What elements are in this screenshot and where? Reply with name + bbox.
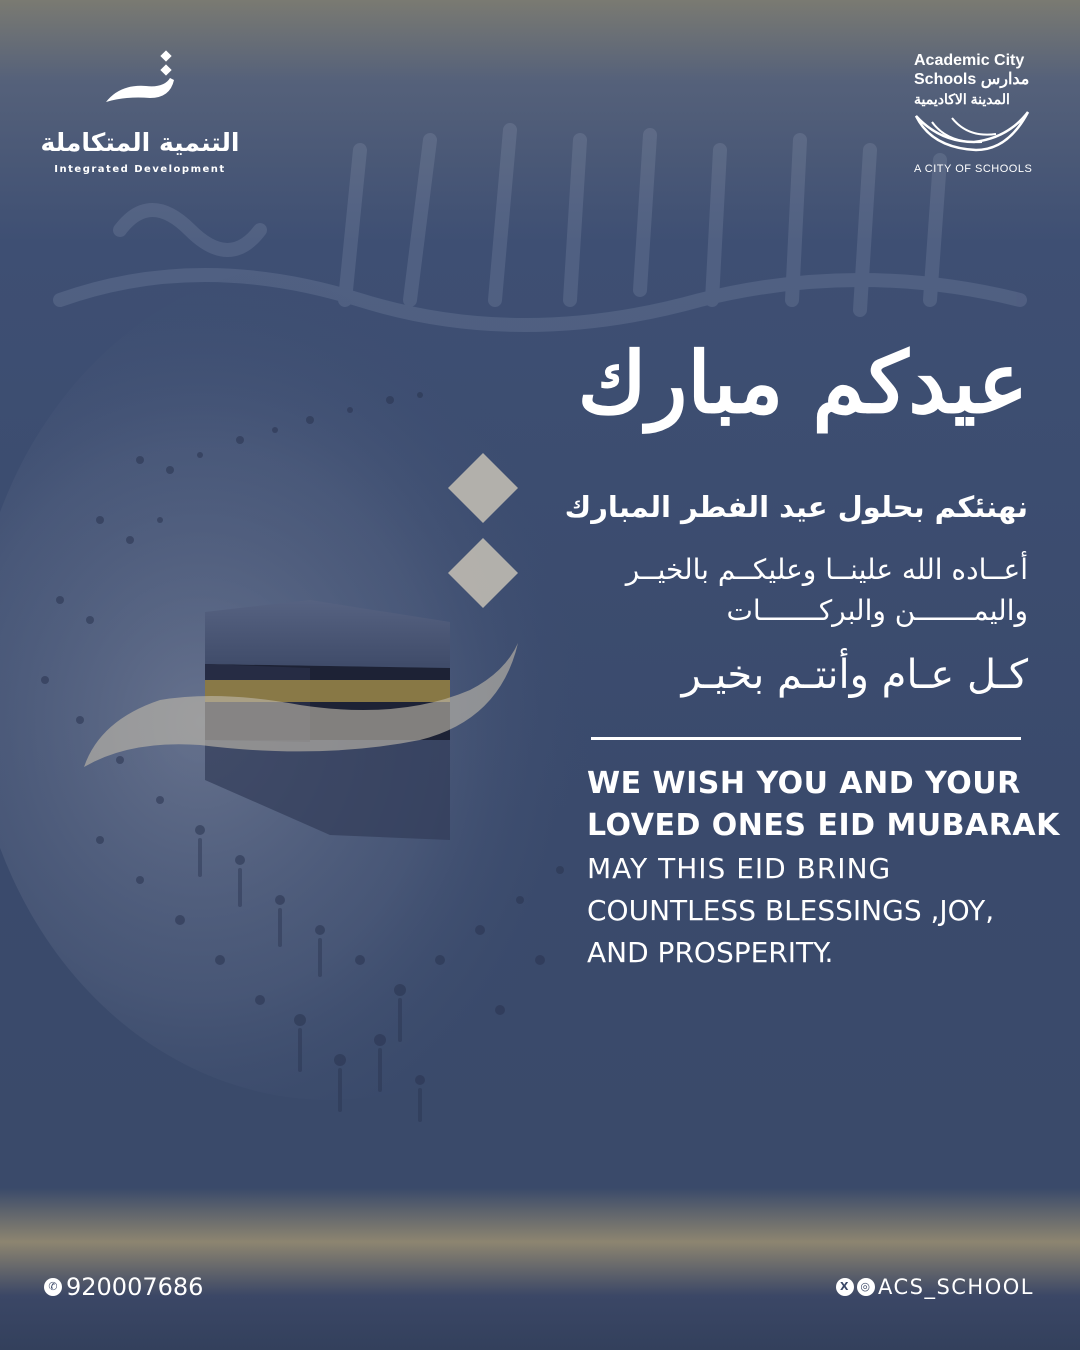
footer-social[interactable] bbox=[836, 1272, 1034, 1302]
english-line2: LOVED ONES EID MUBARAK bbox=[587, 808, 1060, 843]
swoosh-logo-icon bbox=[912, 108, 1032, 158]
right-logo-line1: Academic City bbox=[914, 52, 1025, 69]
greeting-line1-arabic: أعــاده الله علينــا وعليكــم بالخيــر bbox=[625, 553, 1028, 586]
eid-mubarak-calligraphy: عيدكم مبارك bbox=[577, 333, 1028, 432]
english-line3: MAY THIS EID BRING bbox=[587, 852, 892, 885]
footer-phone[interactable] bbox=[44, 1272, 203, 1302]
english-line1: WE WISH YOU AND YOUR bbox=[587, 766, 1021, 801]
instagram-icon[interactable]: ◎ bbox=[857, 1278, 875, 1296]
right-logo-line2: Schools مدارس bbox=[914, 71, 1030, 88]
right-logo-tagline: A CITY OF SCHOOLS bbox=[914, 163, 1033, 175]
english-line4: COUNTLESS BLESSINGS ,JOY, bbox=[587, 894, 995, 927]
integrated-development-logo bbox=[40, 48, 240, 183]
phone-number: 920007686 bbox=[66, 1273, 204, 1301]
greeting-headline-arabic: نهنئكم بحلول عيد الفطر المبارك bbox=[564, 490, 1028, 524]
greeting-line2-arabic: واليمـــــــن والبركـــــــات bbox=[726, 594, 1028, 627]
greeting-line3-arabic: كـل عـام وأنتـم بخيـر bbox=[681, 652, 1028, 698]
left-logo-english-name: Integrated Development bbox=[54, 164, 226, 175]
phone-icon: ✆ bbox=[44, 1278, 62, 1296]
ta-letter-logo-icon bbox=[100, 48, 180, 108]
english-line5: AND PROSPERITY. bbox=[587, 936, 834, 969]
academic-city-schools-logo bbox=[900, 52, 1040, 182]
left-logo-arabic-name: التنمية المتكاملة bbox=[40, 128, 240, 157]
social-handle: ACS_SCHOOL bbox=[877, 1275, 1034, 1299]
right-logo-line3: المدينة الاكاديمية bbox=[914, 91, 1010, 107]
x-icon[interactable]: X bbox=[836, 1278, 854, 1296]
section-divider bbox=[591, 737, 1021, 740]
